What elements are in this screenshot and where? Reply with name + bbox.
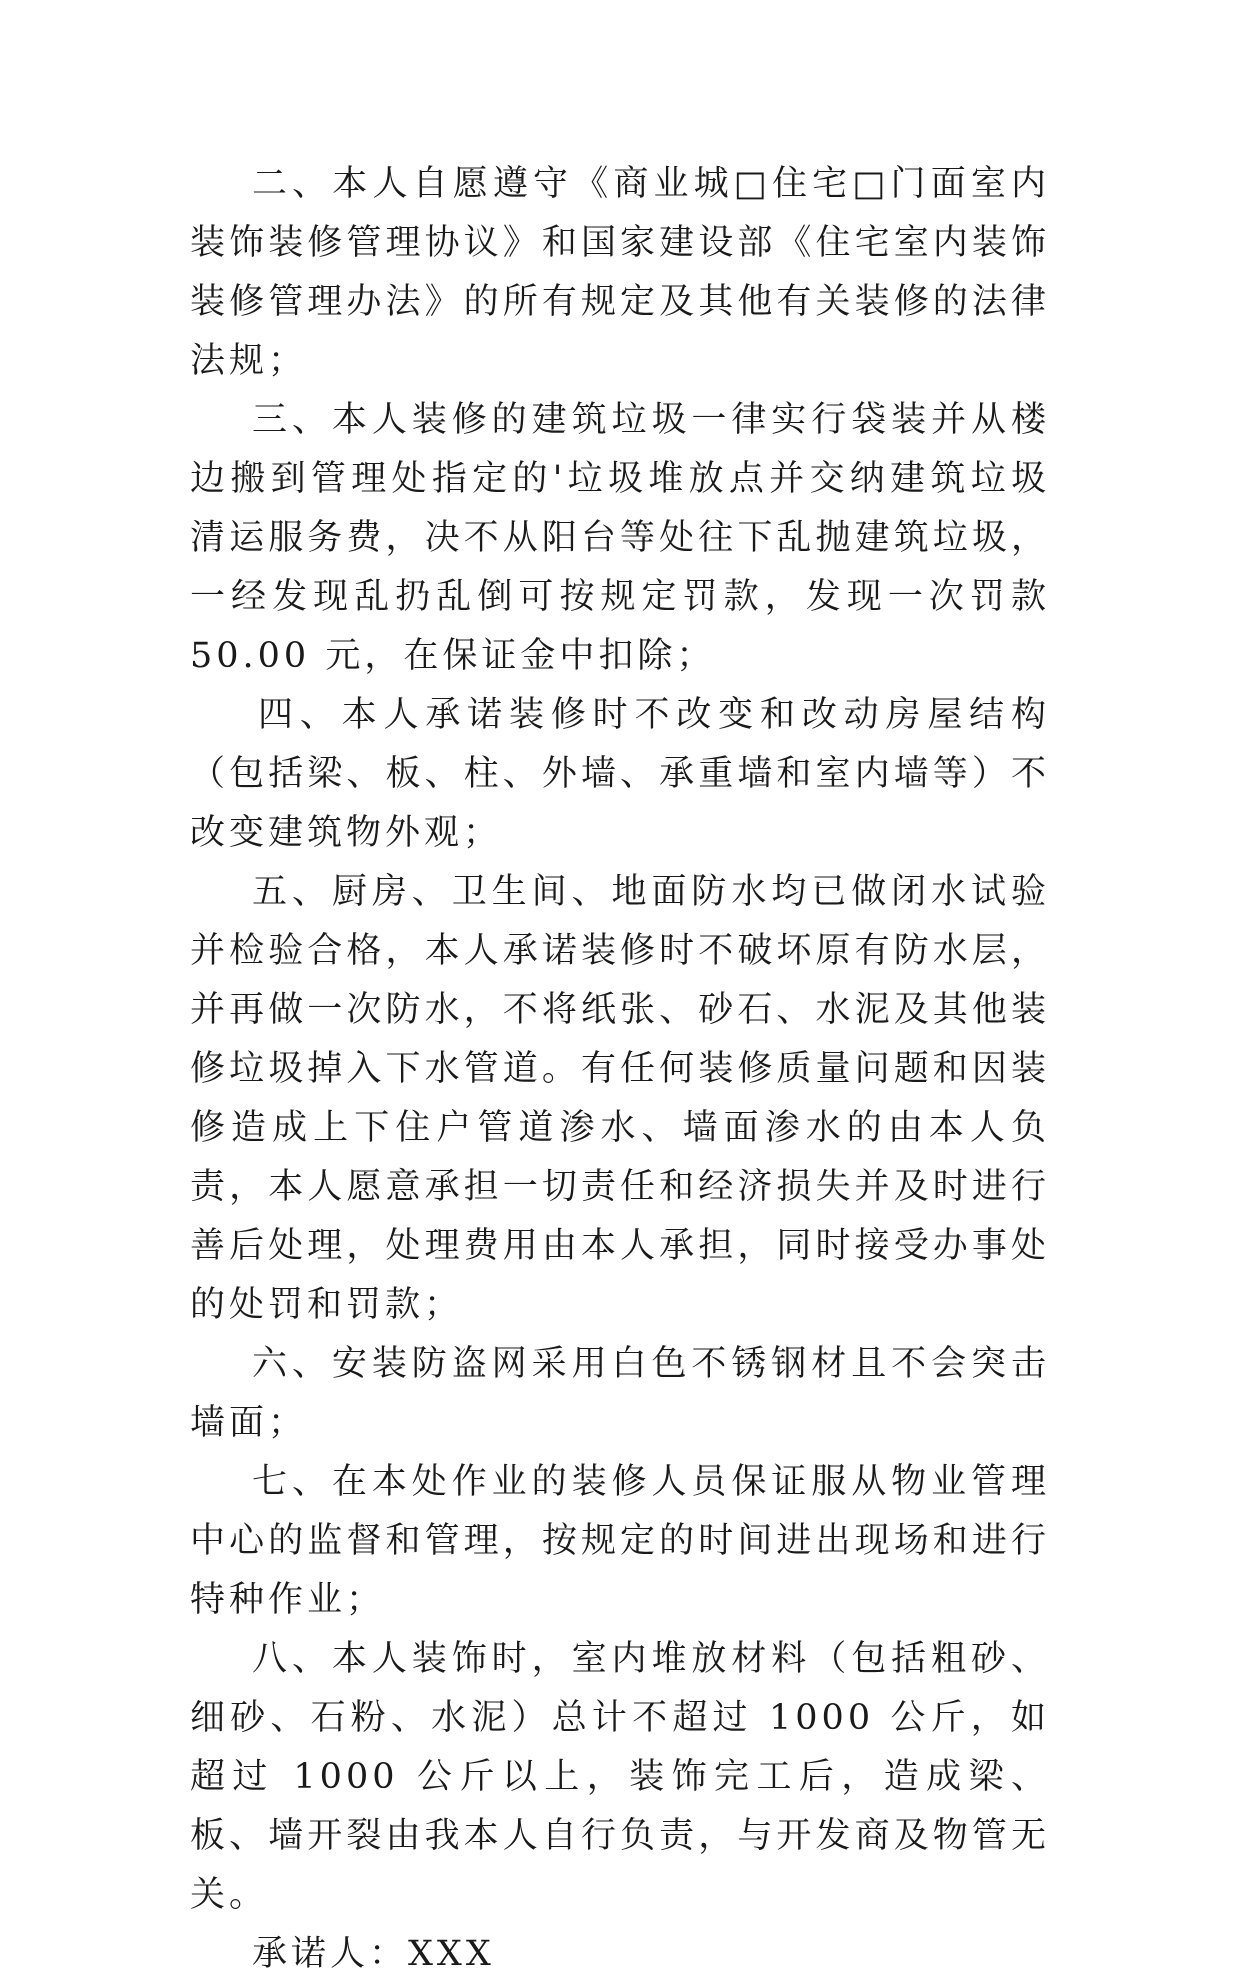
signature-line: 承诺人：XXX: [252, 1934, 495, 1974]
clause-7: 七、在本处作业的装修人员保证服从物业管理中心的监督和管理，按规定的时间进出现场和进行特种作业；: [190, 1462, 1050, 1620]
clause-8: 八、本人装饰时，室内堆放材料（包括粗砂、细砂、石粉、水泥）总计不超过 1000 公斤，如超过 1000 公斤以上，装饰完工后，造成梁、板、墙开裂由我本人自行负责，与开发商及物管无关。: [190, 1639, 1050, 1915]
clause-6: 六、安装防盗网采用白色不锈钢材且不会突击墙面；: [190, 1344, 1050, 1443]
clause-5: 五、厨房、卫生间、地面防水均已做闭水试验并检验合格，本人承诺装修时不破坏原有防水层，并再做一次防水，不将纸张、砂石、水泥及其他装修垃圾掉入下水管道。有任何装修质量问题和因装修造成上下住户管道渗水、墙面渗水的由本人负责，本人愿意承担一切责任和经济损失并及时进行善后处理，处理费用由本人承担，同时接受办事处的处罚和罚款；: [190, 872, 1050, 1325]
document-body: [190, 155, 1050, 1984]
clause-2: 二、本人自愿遵守《商业城□住宅□门面室内装饰装修管理协议》和国家建设部《住宅室内装饰装修管理办法》的所有规定及其他有关装修的法律法规；: [190, 164, 1050, 381]
clause-3: 三、本人装修的建筑垃圾一律实行袋装并从楼边搬到管理处指定的'垃圾堆放点并交纳建筑垃圾清运服务费，决不从阳台等处往下乱抛建筑垃圾，一经发现乱扔乱倒可按规定罚款，发现一次罚款 50.00 元，在保证金中扣除；: [190, 400, 1050, 676]
clause-4: 四、本人承诺装修时不改变和改动房屋结构（包括梁、板、柱、外墙、承重墙和室内墙等）不改变建筑物外观；: [190, 695, 1050, 853]
